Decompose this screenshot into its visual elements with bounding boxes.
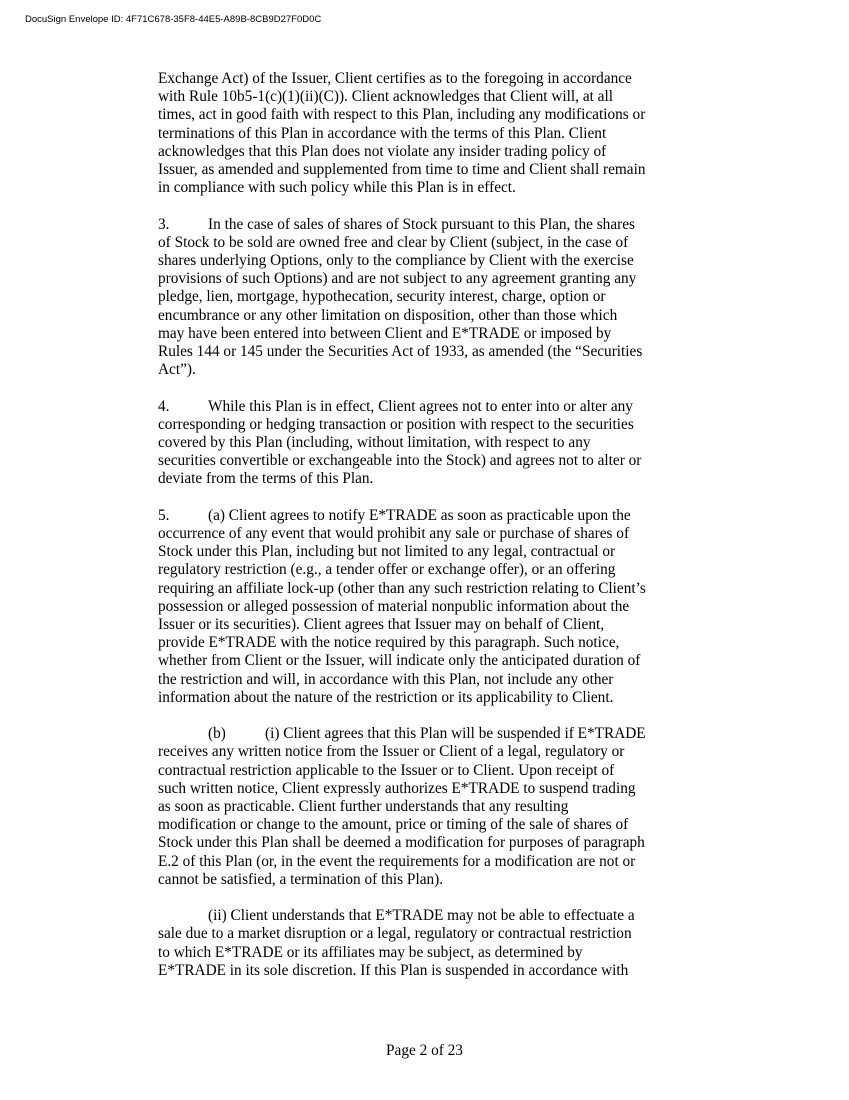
section-number: 3. (158, 215, 170, 233)
text-line: receives any written notice from the Issuer or Client of a legal, regulatory or (158, 743, 625, 761)
section-number: 5. (158, 506, 170, 524)
text-line: cannot be satisfied, a termination of this Plan). (158, 870, 444, 888)
text-line: as soon as practicable. Client further understands that any resulting (158, 798, 569, 816)
section-5a-first-line (158, 507, 698, 525)
subsection-label: (b) (208, 725, 226, 743)
text-line: information about the nature of the restriction or its applicability to Client. (158, 688, 614, 706)
text-line: Rules 144 or 145 under the Securities Act of 1933, as amended (the “Securities (158, 343, 643, 361)
text-line: regulatory restriction (e.g., a tender offer or exchange offer), or an offering (158, 561, 616, 579)
text-line: encumbrance or any other limitation on disposition, other than those which (158, 306, 618, 324)
text-line: Issuer, as amended and supplemented from time to time and Client shall remain (158, 161, 646, 179)
text-line: E.2 of this Plan (or, in the event the requirements for a modification are not or (158, 852, 636, 870)
text-line: shares underlying Options, only to the compliance by Client with the exercise (158, 252, 634, 270)
text-line: modification or change to the amount, price or timing of the sale of shares of (158, 816, 629, 834)
section-5a-paragraph (158, 507, 698, 707)
section-4-paragraph (158, 398, 698, 489)
text-line: sale due to a market disruption or a legal, regulatory or contractual restriction (158, 925, 632, 943)
text-line: provide E*TRADE with the notice required by this paragraph. Such notice, (158, 634, 620, 652)
text-line: terminations of this Plan in accordance with the terms of this Plan. Client (158, 124, 607, 142)
text-line: covered by this Plan (including, without limitation, with respect to any (158, 434, 591, 452)
text-line: securities convertible or exchangeable into the Stock) and agrees not to alter or (158, 452, 642, 470)
text-line: possession or alleged possession of material nonpublic information about the (158, 597, 630, 615)
section-4-first-line (158, 398, 698, 416)
text-line: to which E*TRADE or its affiliates may be subject, as determined by (158, 943, 583, 961)
text-line: with Rule 10b5-1(c)(1)(ii)(C)). Client acknowledges that Client will, at all (158, 88, 613, 106)
section-5b-ii-first-line (158, 907, 698, 925)
text-line: contractual restriction applicable to the Issuer or to Client. Upon receipt of (158, 761, 615, 779)
text-line: Act”). (158, 361, 196, 379)
text-line: times, act in good faith with respect to this Plan, including any modifications or (158, 106, 646, 124)
page-number: Page 2 of 23 (386, 1042, 463, 1059)
text-line: Stock under this Plan, including but not limited to any legal, contractual or (158, 543, 616, 561)
text-line: pledge, lien, mortgage, hypothecation, security interest, charge, option or (158, 288, 606, 306)
text-line: Issuer or its securities). Client agrees that Issuer may on behalf of Client, (158, 616, 605, 634)
section-3-first-line (158, 216, 698, 234)
text-line: whether from Client or the Issuer, will indicate only the anticipated duration of (158, 652, 641, 670)
section-5a-first-text: (a) Client agrees to notify E*TRADE as soon as practicable upon the (208, 506, 631, 524)
text-line: may have been entered into between Client and E*TRADE or imposed by (158, 324, 612, 342)
section-4-first-text: While this Plan is in effect, Client agrees not to enter into or alter any (208, 397, 633, 415)
text-line: Stock under this Plan shall be deemed a modification for purposes of paragraph (158, 834, 645, 852)
section-number: 4. (158, 397, 170, 415)
section-5b-paragraph (158, 725, 698, 889)
text-line: deviate from the terms of this Plan. (158, 470, 374, 488)
text-line: of Stock to be sold are owned free and clear by Client (subject, in the case of (158, 233, 629, 251)
document-body (158, 70, 698, 998)
section-3-first-text: In the case of sales of shares of Stock pursuant to this Plan, the shares (208, 215, 635, 233)
continuation-paragraph (158, 70, 698, 197)
text-line: Exchange Act) of the Issuer, Client certifies as to the foregoing in accordance (158, 70, 632, 87)
section-3-paragraph (158, 216, 698, 380)
section-5b-ii-paragraph (158, 907, 698, 980)
text-line: the restriction and will, in accordance with this Plan, not include any other (158, 670, 614, 688)
section-5b-ii-first-text: (ii) Client understands that E*TRADE may not be able to effectuate a (208, 907, 635, 925)
text-line: requiring an affiliate lock-up (other than any such restriction relating to Client’s (158, 579, 646, 597)
text-line: acknowledges that this Plan does not violate any insider trading policy of (158, 142, 607, 160)
text-line: E*TRADE in its sole discretion. If this Plan is suspended in accordance with (158, 961, 629, 979)
text-line: corresponding or hedging transaction or position with respect to the securities (158, 415, 634, 433)
text-line: such written notice, Client expressly authorizes E*TRADE to suspend trading (158, 779, 636, 797)
section-5b-first-line (158, 725, 698, 743)
docusign-envelope-id: DocuSign Envelope ID: 4F71C678-35F8-44E5-A89B-8CB9D27F0D0C (25, 14, 322, 25)
text-line: occurrence of any event that would prohibit any sale or purchase of shares of (158, 525, 630, 543)
text-line: provisions of such Options) and are not subject to any agreement granting any (158, 270, 637, 288)
section-5b-first-text: (i) Client agrees that this Plan will be suspended if E*TRADE (265, 725, 646, 743)
text-line: in compliance with such policy while this Plan is in effect. (158, 179, 516, 197)
